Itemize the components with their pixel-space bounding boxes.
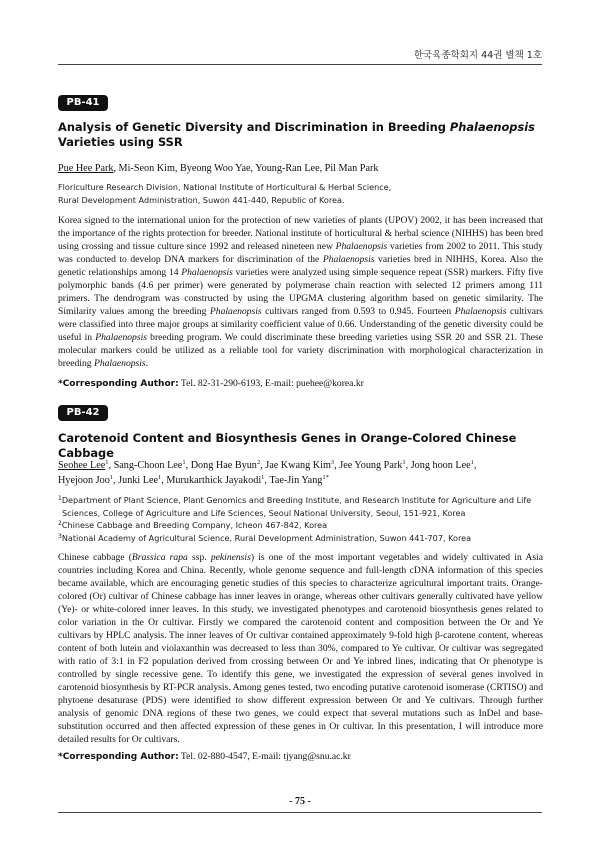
- abstract-title: Carotenoid Content and Biosynthesis Genes in Orange-Colored Chinese Cabbage: [58, 431, 517, 460]
- author-name: Hyejoon Joo: [58, 475, 110, 486]
- author-name: Jee Young Park: [339, 460, 403, 471]
- author-name: Dong Hae Byun: [190, 460, 257, 471]
- abstract-text: cultivars ranged from 0.593 to 0.945. Fourteen: [261, 306, 455, 317]
- presenting-author: Pue Hee Park: [58, 163, 114, 174]
- abstract-text: cultivars were classified into three major groups at similarity coefficient value of 0.66. Understanding of the genetic diversity could be useful in: [58, 306, 543, 343]
- corresponding-author: [58, 750, 548, 764]
- abstract-text: varieties bred in NIHHS, Korea. Also the genetic relationships among 14: [58, 254, 543, 278]
- author-affiliation-mark: 1*: [322, 474, 329, 481]
- presenting-author: Seohee Lee: [58, 460, 106, 471]
- abstract-text: ssp.: [187, 552, 211, 563]
- footer-rule: [58, 812, 542, 813]
- affiliation-line: Sciences, College of Agriculture and Life Sciences, Seoul National University, Seoul, 151-921, Korea: [62, 507, 466, 518]
- affiliation: [58, 494, 548, 507]
- affiliation-line: Rural Development Administration, Suwon 441-440, Republic of Korea.: [58, 194, 345, 205]
- author-name: Sang-Choon Lee: [113, 460, 183, 471]
- page-number: - 75 -: [289, 796, 311, 807]
- corresponding-label: *Corresponding Author:: [58, 379, 179, 389]
- journal-header: 한국육종학회지 44권 별책 1호: [413, 50, 542, 61]
- corresponding-author: [58, 377, 548, 391]
- author-affiliation-mark: 1: [158, 474, 162, 481]
- affiliation: [58, 181, 548, 206]
- title-text-line2: Varieties using SSR: [58, 135, 183, 149]
- author-affiliation-mark: 2: [256, 459, 261, 466]
- author-affiliation-mark: 1: [261, 474, 265, 481]
- affiliation-mark: 2: [58, 520, 62, 528]
- author-list: Seohee Lee$^1$, Sang-Choon Lee$^1$, Dong Hae Byun$^2$, Jae Kwang Kim$^3$, Jee Young Park$^1$, Jong hoon Lee$^1$, Hyejoon Joo$^1$, Junki Lee$^1$, Murukarthick Jayakodi$^1$, Tae-Jin Yang$^{1*}$: [58, 459, 477, 486]
- author-list: [58, 161, 548, 176]
- abstract-body: [58, 551, 543, 746]
- abstract-body: [58, 214, 543, 370]
- author-affiliation-mark: 1: [109, 474, 114, 481]
- corresponding-contact: Tel. 02-880-4547, E-mail: tjyang@snu.ac.kr: [178, 751, 351, 762]
- abstract-text: varieties were analyzed using simple sequence repeat (SSR) markers. Fifty five polymorphic bands (4.6 per primer) were generated by polymerase chain reaction with selected 12 primers among 111 primers. The dendrogram was constructed by using the UPGMA clustering algorithm based on genetic similarity. The Similarity values among the breeding: [58, 267, 544, 317]
- abstract-id-badge: PB-41: [58, 95, 108, 111]
- abstract-italic: Phalaenopsis: [454, 306, 507, 317]
- abstract-text: varieties from 2002 to 2011. This study was conducted to develop DNA markers for discrimination of the: [58, 241, 543, 265]
- co-authors: , Mi-Seon Kim, Byeong Woo Yae, Young-Ran Lee, Pil Man Park: [113, 163, 379, 174]
- abstract-id-badge: PB-42: [58, 405, 108, 421]
- abstract-italic: Phalaenopsis: [322, 254, 375, 265]
- affiliation-mark: 1: [58, 495, 62, 502]
- affiliation: [58, 519, 548, 532]
- abstract-italic: Phalaenopsis: [93, 358, 146, 369]
- author-affiliation-mark: 1: [105, 459, 109, 466]
- author-name: Tae-Jin Yang: [269, 475, 323, 486]
- corresponding-contact: Tel. 82-31-290-6193, E-mail: puehee@korea.kr: [178, 378, 364, 389]
- author-affiliation-mark: 1: [182, 459, 186, 466]
- abstract-text: ) is one of the most important vegetables and widely cultivated in Asia countries including Korea and China. Recently, whole genome sequence and full-length cDNA information of this species became available, which are encouraging genetic studies of this species to characterize agricultural important traits. Orange-colored (Or) cultivar of Chinese cabbage has inner leaves in orange, whereas other cultivars generally cultivated have yellow (Ye)- or white-colored inner leaves. In this study, we investigated phenotypes and carotenoid biosynthesis genes related to color variation in the Or cultivar. Firstly we compared the carotenoid content and composition between the Or and Ye cultivars by HPLC analysis. The inner leaves of Or cultivar contained approximately 9-fold high β-carotene content, whereas content of both lutein and violaxanthin was decreased to less than 30%, compared to Ye cultivar. Or cultivar was segregated with ratio of 3:1 in F2 population derived from crossing between Or and Ye inbred lines, indicating that Or phenotype is controlled by single recessive gene. To identify this gene, we investigated the expression of several genes involved in carotenoid biosynthesis by RT-PCR analysis. Among genes tested, two encoding putative carotenoid isomerase (CRTISO) and phytoene desaturase (PDS) were identified to show different expression between Or and Ye cultivars. Through further analysis of genomic DNA regions of these two genes, we could expect that several mutations such as InDel and base-substitution occurred and then affected expression of these genes in Or cultivar. In this presentation, I will introduce more detailed results for Or cultivars.: [58, 552, 543, 745]
- title-italic-text: Phalaenopsis: [449, 120, 535, 134]
- author-name: Jong hoon Lee: [410, 460, 471, 471]
- abstract-italic: pekinensis: [210, 552, 251, 563]
- author-name: Murukarthick Jayakodi: [166, 475, 262, 486]
- affiliation: [58, 532, 548, 545]
- affiliation-line: Floriculture Research Division, National Institute of Horticultural & Herbal Science,: [58, 182, 392, 192]
- title-text: Analysis of Genetic Diversity and Discrimination in Breeding: [58, 120, 450, 134]
- author-name: Junki Lee: [118, 475, 159, 486]
- affiliation-line: National Academy of Agricultural Science, Rural Development Administration, Suwon 441-707, Korea: [61, 532, 472, 543]
- abstract-title: [58, 120, 548, 150]
- abstract-text: Chinese cabbage (: [58, 552, 132, 563]
- abstract-text: breeding program. We could discriminate these breeding varieties using SSR 20 and SSR 21. These molecular markers could be utilized as a reliable tool for variety discrimination with morphological characterization in breeding: [58, 332, 543, 369]
- author-affiliation-mark: 3: [330, 459, 335, 466]
- corresponding-label: *Corresponding Author:: [58, 752, 179, 762]
- abstract-italic: Phalaenopsis: [95, 332, 147, 343]
- author-affiliation-mark: 1: [470, 459, 474, 466]
- abstract-italic: Phalaenopsis: [181, 267, 233, 278]
- affiliation-mark: 3: [58, 532, 62, 540]
- abstract-text: Korea signed to the international union for the protection of new varieties of plants (UPOV) 2002, it has been increased that the importance of the rights protection for breeder. National institute of horticultural & herbal science (NIHHS) has been bred using crossing and tissue culture since 1992 and released nineteen new: [58, 215, 543, 252]
- affiliation-list: [58, 494, 548, 544]
- abstract-italic: Brassica rapa: [131, 552, 188, 563]
- abstract-italic: Phalaenopsis: [209, 306, 262, 317]
- author-name: Jae Kwang Kim: [265, 460, 331, 471]
- author-affiliation-mark: 1: [402, 459, 406, 466]
- header-rule: [58, 64, 542, 65]
- abstract-italic: Phalaenopsis: [335, 241, 388, 252]
- affiliation-line: Chinese Cabbage and Breeding Company, Icheon 467-842, Korea: [61, 520, 328, 531]
- affiliation-line: Department of Plant Science, Plant Genomics and Breeding Institute, and Research Institute for Agriculture and Life: [61, 495, 532, 505]
- abstract-text: .: [145, 358, 149, 369]
